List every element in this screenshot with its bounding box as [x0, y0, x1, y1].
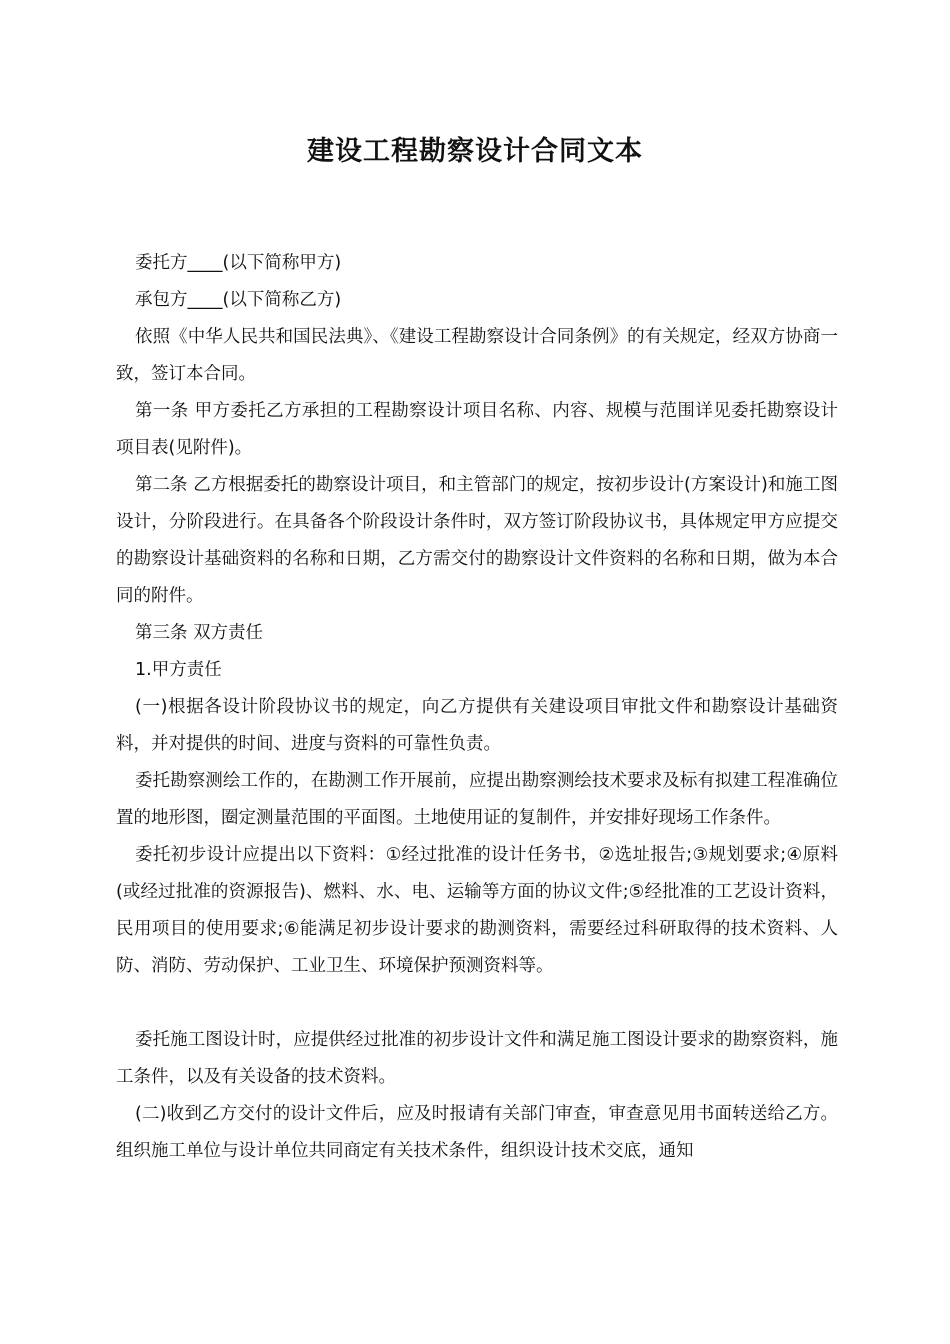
preliminary-design-paragraph: 委托初步设计应提出以下资料：①经过批准的设计任务书，②选址报告;③规划要求;④原料(或经过批准的资源报告)、燃料、水、电、运输等方面的协议文件;⑤经批准的工艺设计资料，民用项目的使用要求;⑥能满足初步设计要求的勘测资料，需要经过科研取得的技术资料、人防、消防、劳动保护、工业卫生、环境保护预测资料等。 — [116, 845, 838, 976]
construction-drawing-paragraph: 委托施工图设计时，应提供经过批准的初步设计文件和满足施工图设计要求的勘察资料，施工条件，以及有关设备的技术资料。 — [116, 1030, 838, 1087]
article-1-paragraph: 第一条 甲方委托乙方承担的工程勘察设计项目名称、内容、规模与范围详见委托勘察设计项目表(见附件)。 — [116, 401, 838, 458]
article-2-paragraph: 第二条 乙方根据委托的勘察设计项目，和主管部门的规定，按初步设计(方案设计)和施工图设计，分阶段进行。在具备各个阶段设计条件时，双方签订阶段协议书，具体规定甲方应提交的勘察设计基础资料的名称和日期，乙方需交付的勘察设计文件资料的名称和日期，做为本合同的附件。 — [116, 475, 838, 606]
party-b-line: 承包方____(以下简称乙方) — [135, 290, 342, 310]
duty-2-paragraph: (二)收到乙方交付的设计文件后，应及时报请有关部门审查，审查意见用书面转送给乙方。组织施工单位与设计单位共同商定有关技术条件，组织设计技术交底，通知 — [116, 1104, 838, 1161]
party-a-duties-heading: 1.甲方责任 — [135, 660, 222, 680]
document-body — [116, 245, 838, 1170]
duty-1-paragraph: (一)根据各设计阶段协议书的规定，向乙方提供有关建设项目审批文件和勘察设计基础资料，并对提供的时间、进度与资料的可靠性负责。 — [116, 697, 838, 754]
article-3-heading: 第三条 双方责任 — [135, 623, 264, 643]
survey-requirements-paragraph: 委托勘察测绘工作的，在勘测工作开展前，应提出勘察测绘技术要求及标有拟建工程准确位置的地形图，圈定测量范围的平面图。土地使用证的复制件，并安排好现场工作条件。 — [116, 771, 838, 828]
document-title: 建设工程勘察设计合同文本 — [307, 136, 643, 167]
preamble-paragraph: 依照《中华人民共和国民法典》、《建设工程勘察设计合同条例》的有关规定，经双方协商一致，签订本合同。 — [116, 327, 838, 384]
party-a-line: 委托方____(以下简称甲方) — [135, 253, 342, 273]
